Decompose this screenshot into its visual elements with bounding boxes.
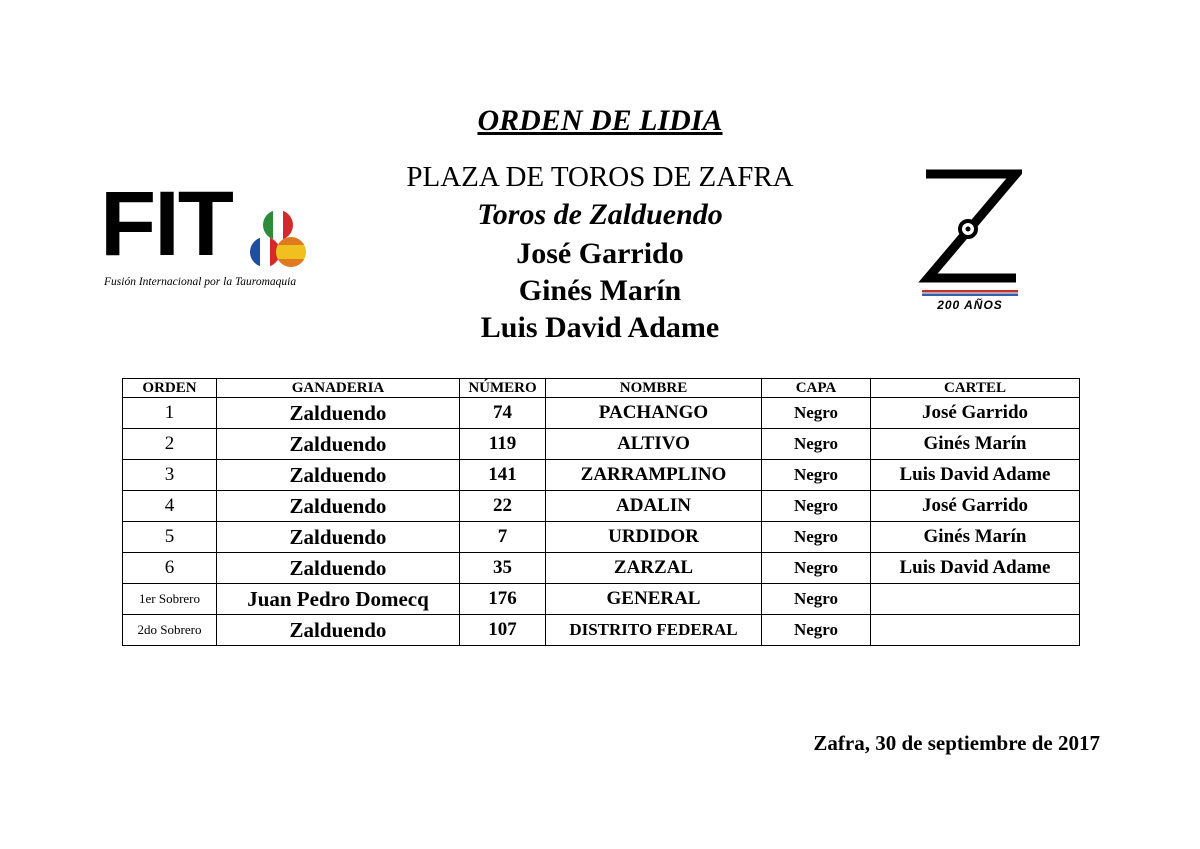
table-row — [123, 522, 1080, 553]
toros-ganaderia: Toros de Zalduendo — [477, 198, 723, 231]
column-header-nombre: NOMBRE — [546, 379, 762, 398]
torero-name: Ginés Marín — [518, 274, 682, 307]
torero-name: José Garrido — [516, 237, 684, 270]
cell-nombre: ZARZAL — [546, 553, 762, 584]
cell-cartel — [871, 584, 1080, 615]
cell-cartel — [871, 615, 1080, 646]
cell-nombre: URDIDOR — [546, 522, 762, 553]
cell-ganaderia: Zalduendo — [217, 398, 460, 429]
z-letter-icon — [918, 166, 1022, 296]
plaza-name: PLAZA DE TOROS DE ZAFRA — [406, 161, 794, 193]
cell-ganaderia: Zalduendo — [217, 553, 460, 584]
cell-ganaderia: Zalduendo — [217, 522, 460, 553]
fit-logo-letters: FIT — [100, 173, 232, 275]
fecha-lugar: Zafra, 30 de septiembre de 2017 — [813, 731, 1100, 755]
cell-orden: 2do Sobrero — [123, 615, 217, 646]
table-row — [123, 553, 1080, 584]
fit-tagline: Fusión Internacional por la Tauromaquia — [104, 276, 297, 288]
cell-capa: Negro — [762, 491, 871, 522]
cell-orden: 1er Sobrero — [123, 584, 217, 615]
table-row — [123, 491, 1080, 522]
table-row — [123, 429, 1080, 460]
cell-cartel: José Garrido — [871, 398, 1080, 429]
cell-capa: Negro — [762, 553, 871, 584]
cell-orden: 3 — [123, 460, 217, 491]
cell-capa: Negro — [762, 584, 871, 615]
cell-numero: 7 — [460, 522, 546, 553]
column-header-ganaderia: GANADERIA — [217, 379, 460, 398]
cell-orden: 5 — [123, 522, 217, 553]
table-row — [123, 398, 1080, 429]
z-logo-caption: 200 AÑOS — [937, 298, 1003, 312]
cell-nombre: ZARRAMPLINO — [546, 460, 762, 491]
zalduendo-logo — [918, 166, 1022, 316]
cell-cartel: Luis David Adame — [871, 460, 1080, 491]
cell-numero: 119 — [460, 429, 546, 460]
cell-capa: Negro — [762, 429, 871, 460]
cell-orden: 6 — [123, 553, 217, 584]
cell-numero: 176 — [460, 584, 546, 615]
cell-numero: 35 — [460, 553, 546, 584]
cell-nombre: ADALIN — [546, 491, 762, 522]
cell-cartel: José Garrido — [871, 491, 1080, 522]
cell-orden: 4 — [123, 491, 217, 522]
cell-nombre: ALTIVO — [546, 429, 762, 460]
cell-ganaderia: Zalduendo — [217, 615, 460, 646]
cell-nombre: DISTRITO FEDERAL — [546, 615, 762, 646]
cell-nombre: PACHANGO — [546, 398, 762, 429]
cell-ganaderia: Juan Pedro Domecq — [217, 584, 460, 615]
cell-numero: 22 — [460, 491, 546, 522]
column-header-numero: NÚMERO — [460, 379, 546, 398]
cell-capa: Negro — [762, 615, 871, 646]
torero-name: Luis David Adame — [480, 311, 720, 344]
cell-cartel: Ginés Marín — [871, 522, 1080, 553]
column-header-capa: CAPA — [762, 379, 871, 398]
cell-ganaderia: Zalduendo — [217, 429, 460, 460]
column-header-orden: ORDEN — [123, 379, 217, 398]
cell-numero: 74 — [460, 398, 546, 429]
cell-orden: 1 — [123, 398, 217, 429]
table-row — [123, 460, 1080, 491]
cell-numero: 141 — [460, 460, 546, 491]
cell-nombre: GENERAL — [546, 584, 762, 615]
column-header-cartel: CARTEL — [871, 379, 1080, 398]
orden-lidia-table — [122, 378, 1080, 646]
table-header-row — [123, 379, 1080, 398]
cell-cartel: Ginés Marín — [871, 429, 1080, 460]
table-row — [123, 584, 1080, 615]
cell-capa: Negro — [762, 460, 871, 491]
cell-capa: Negro — [762, 522, 871, 553]
cell-ganaderia: Zalduendo — [217, 491, 460, 522]
cell-ganaderia: Zalduendo — [217, 460, 460, 491]
document-title: ORDEN DE LIDIA — [477, 104, 723, 137]
table-row — [123, 615, 1080, 646]
cell-capa: Negro — [762, 398, 871, 429]
cell-cartel: Luis David Adame — [871, 553, 1080, 584]
cell-numero: 107 — [460, 615, 546, 646]
cell-orden: 2 — [123, 429, 217, 460]
